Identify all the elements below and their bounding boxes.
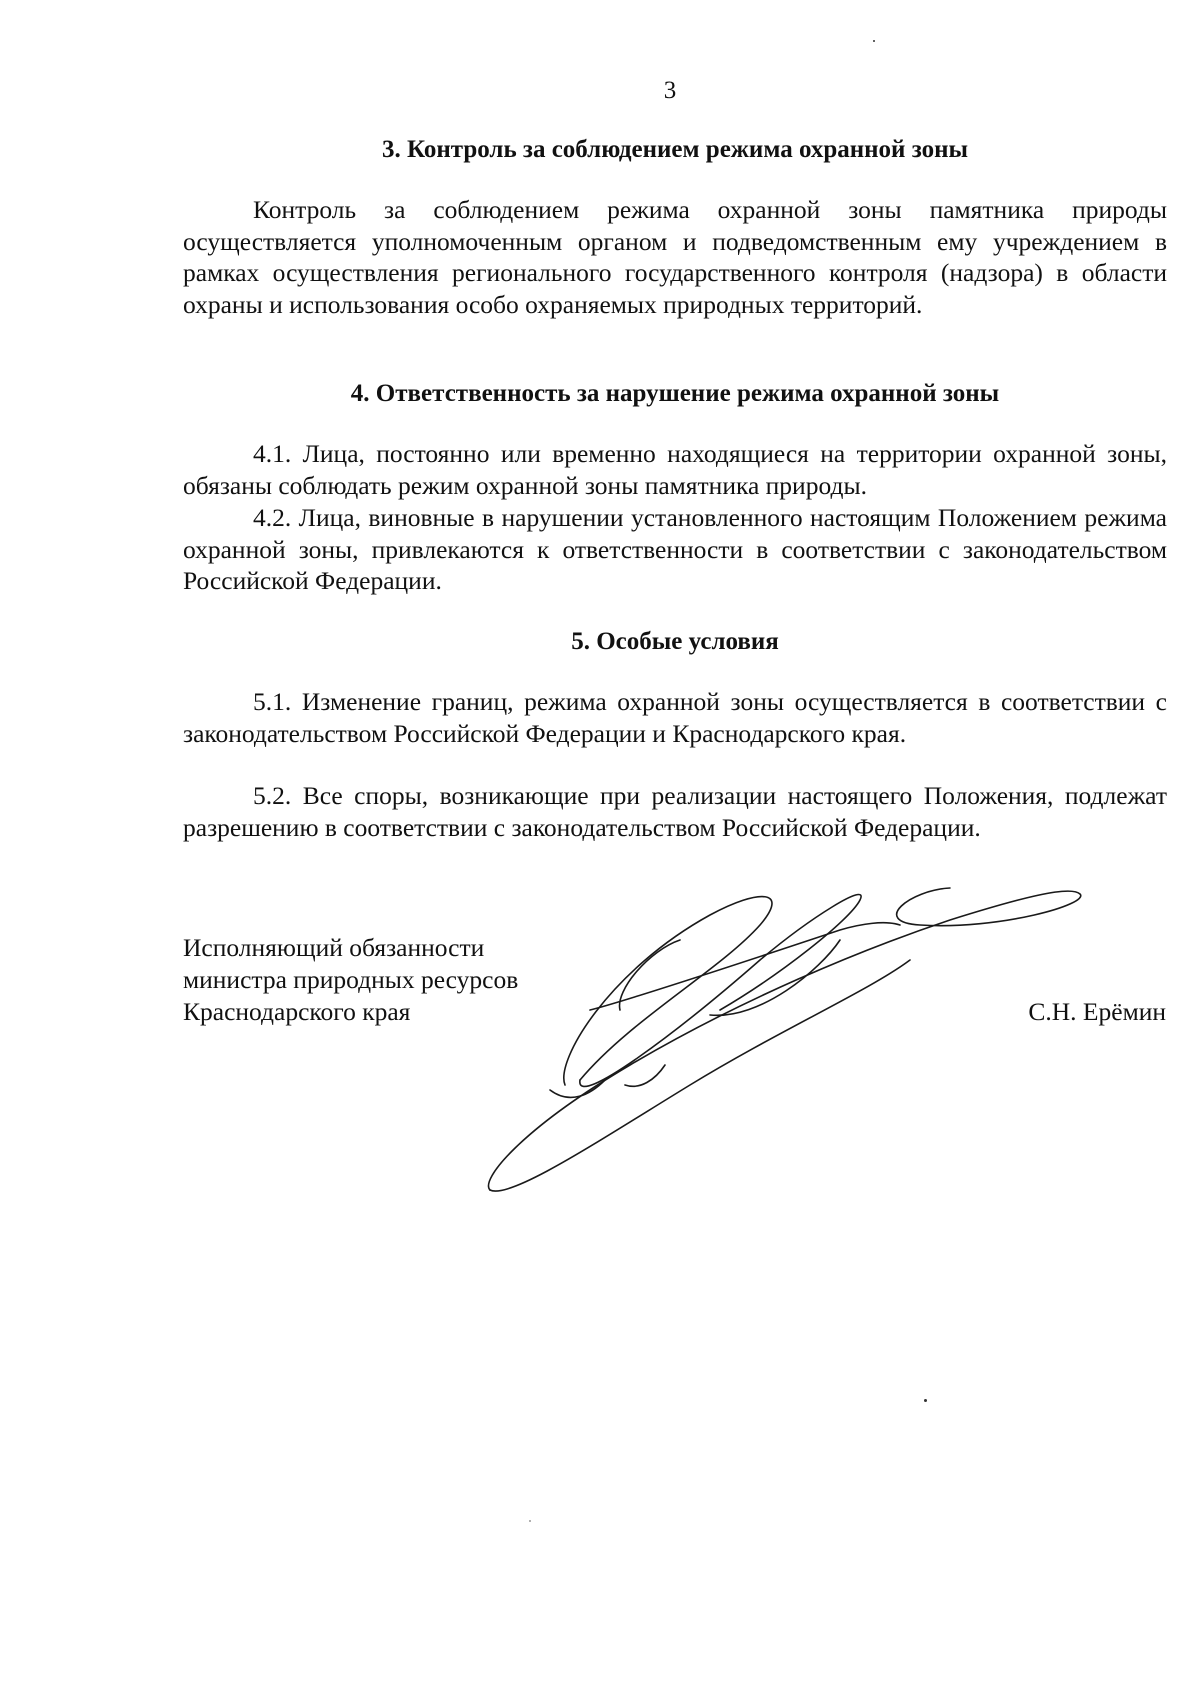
section-5-paragraph-2: 5.2. Все споры, возникающие при реализации настоящего Положения, подлежат разрешению в соответствии с законодательством Российской Федерации. (183, 781, 1167, 842)
scan-speck (873, 40, 875, 42)
section-5-heading: 5. Особые условия (571, 628, 779, 655)
signer-title-line-3: Краснодарского края (183, 997, 411, 1026)
scan-speck (529, 1520, 531, 1522)
signer-title-line-2: министра природных ресурсов (183, 965, 519, 994)
section-4-paragraph-1: 4.1. Лица, постоянно или временно находящиеся на территории охранной зоны, обязаны соблюдать режим охранной зоны памятника природы. (183, 439, 1167, 500)
signer-title-line-1: Исполняющий обязанности (183, 933, 485, 962)
section-5-paragraph-1: 5.1. Изменение границ, режима охранной зоны осуществляется в соответствии с законодательством Российской Федерации и Краснодарского края. (183, 687, 1167, 748)
section-4-heading: 4. Ответственность за нарушение режима охранной зоны (350, 380, 1000, 407)
section-3-heading: 3. Контроль за соблюдением режима охранной зоны (381, 136, 969, 163)
section-3-paragraph-1: Контроль за соблюдением режима охранной зоны памятника природы осуществляется уполномоченным органом и подведомственным ему учреждением в рамках осуществления регионального государственного контроля (надзора) в области охраны и использования особо охраняемых природных территорий. (183, 195, 1167, 319)
scan-speck (924, 1399, 927, 1402)
page-number: 3 (663, 77, 677, 104)
section-4-paragraph-2: 4.2. Лица, виновные в нарушении установленного настоящим Положением режима охранной зоны, привлекаются к ответственности в соответствии с законодательством Российской Федерации. (183, 503, 1167, 595)
signer-title-block (183, 932, 518, 1028)
signer-name: С.Н. Ерёмин (1028, 997, 1166, 1026)
handwritten-signature (480, 880, 1140, 1200)
